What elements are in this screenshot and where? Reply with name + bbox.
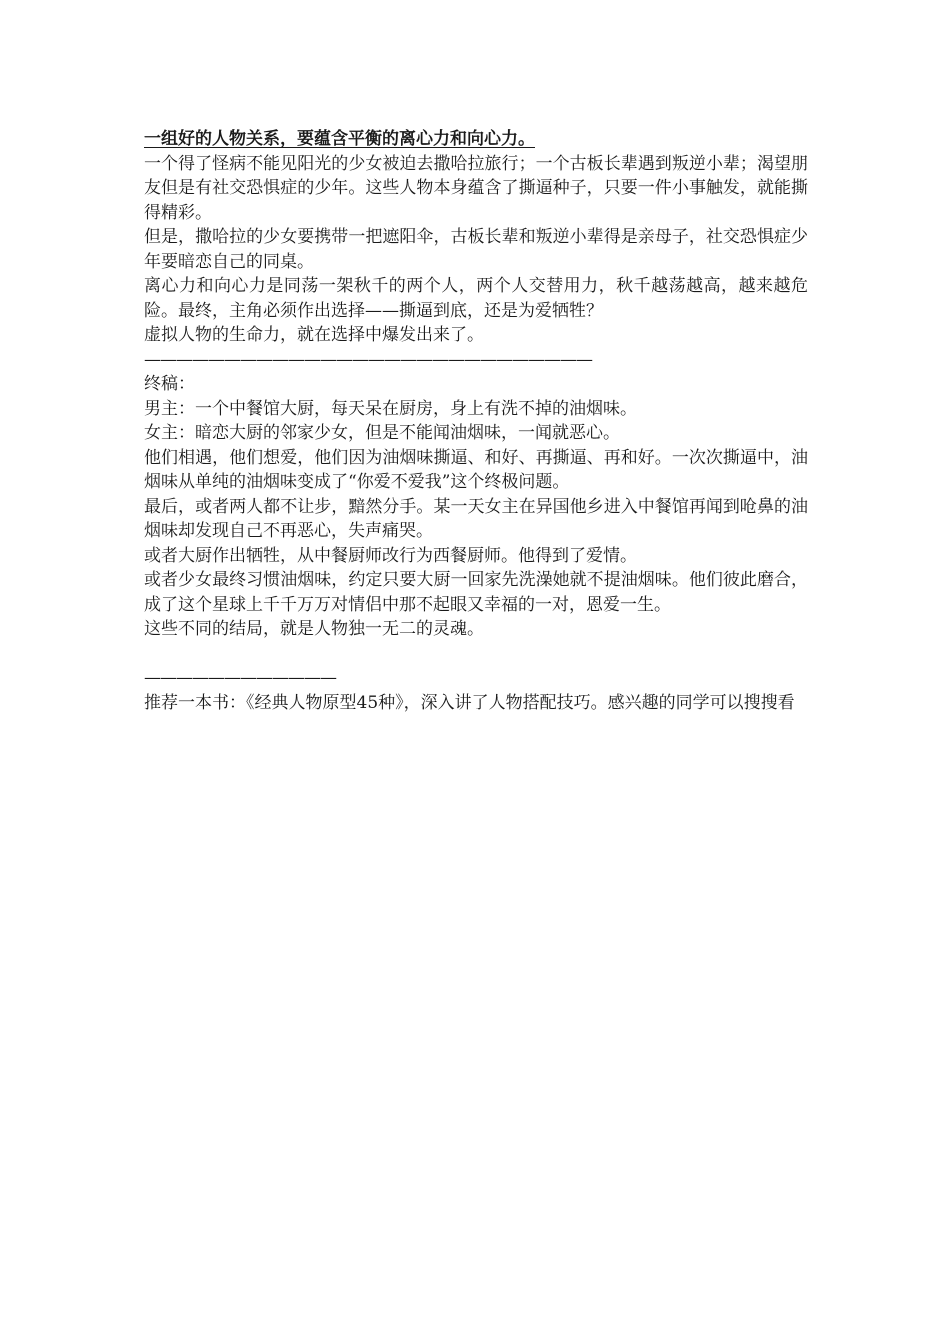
final-paragraph-1: 男主：一个中餐馆大厨，每天呆在厨房，身上有洗不掉的油烟味。 (144, 398, 637, 419)
intro-paragraph-2: 但是，撒哈拉的少女要携带一把遮阳伞，古板长辈和叛逆小辈得是亲母子，社交恐惧症少年要暗恋自己的同桌。 (144, 227, 808, 272)
section-divider-long: ———————————————————————————— (144, 349, 592, 370)
intro-paragraph-3: 离心力和向心力是同荡一架秋千的两个人，两个人交替用力，秋千越荡越高，越来越危险。最终，主角必须作出选择——撕逼到底，还是为爱牺牲？ (144, 276, 808, 321)
book-recommendation: 推荐一本书：《经典人物原型45种》，深入讲了人物搭配技巧。感兴趣的同学可以搜搜看 (144, 692, 795, 713)
intro-paragraph-4: 虚拟人物的生命力，就在选择中爆发出来了。 (144, 325, 484, 345)
blank-line (144, 642, 808, 667)
final-paragraph-6: 或者少女最终习惯油烟味，约定只要大厨一回家先洗澡她就不提油烟味。他们彼此磨合，成了这个星球上千千万万对情侣中那不起眼又幸福的一对，恩爱一生。 (144, 570, 808, 615)
document-page (144, 127, 808, 715)
section-divider-short: ———————————— (144, 668, 336, 688)
final-paragraph-2: 女主：暗恋大厨的邻家少女，但是不能闻油烟味，一闻就恶心。 (144, 423, 620, 443)
document-title: 一组好的人物关系，要蕴含平衡的离心力和向心力。 (144, 129, 535, 149)
final-paragraph-7: 这些不同的结局，就是人物独一无二的灵魂。 (144, 619, 484, 639)
final-paragraph-5: 或者大厨作出牺牲，从中餐厨师改行为西餐厨师。他得到了爱情。 (144, 545, 637, 566)
final-paragraph-3: 他们相遇，他们想爱，他们因为油烟味撕逼、和好、再撕逼、再和好。一次次撕逼中，油烟味从单纯的油烟味变成了“你爱不爱我”这个终极问题。 (144, 447, 808, 492)
final-draft-label: 终稿： (144, 374, 195, 394)
final-paragraph-4: 最后，或者两人都不让步，黯然分手。某一天女主在异国他乡进入中餐馆再闻到呛鼻的油烟味却发现自己不再恶心，失声痛哭。 (144, 496, 808, 541)
intro-paragraph-1: 一个得了怪病不能见阳光的少女被迫去撒哈拉旅行；一个古板长辈遇到叛逆小辈；渴望朋友但是有社交恐惧症的少年。这些人物本身蕴含了撕逼种子，只要一件小事触发，就能撕得精彩。 (144, 153, 808, 223)
